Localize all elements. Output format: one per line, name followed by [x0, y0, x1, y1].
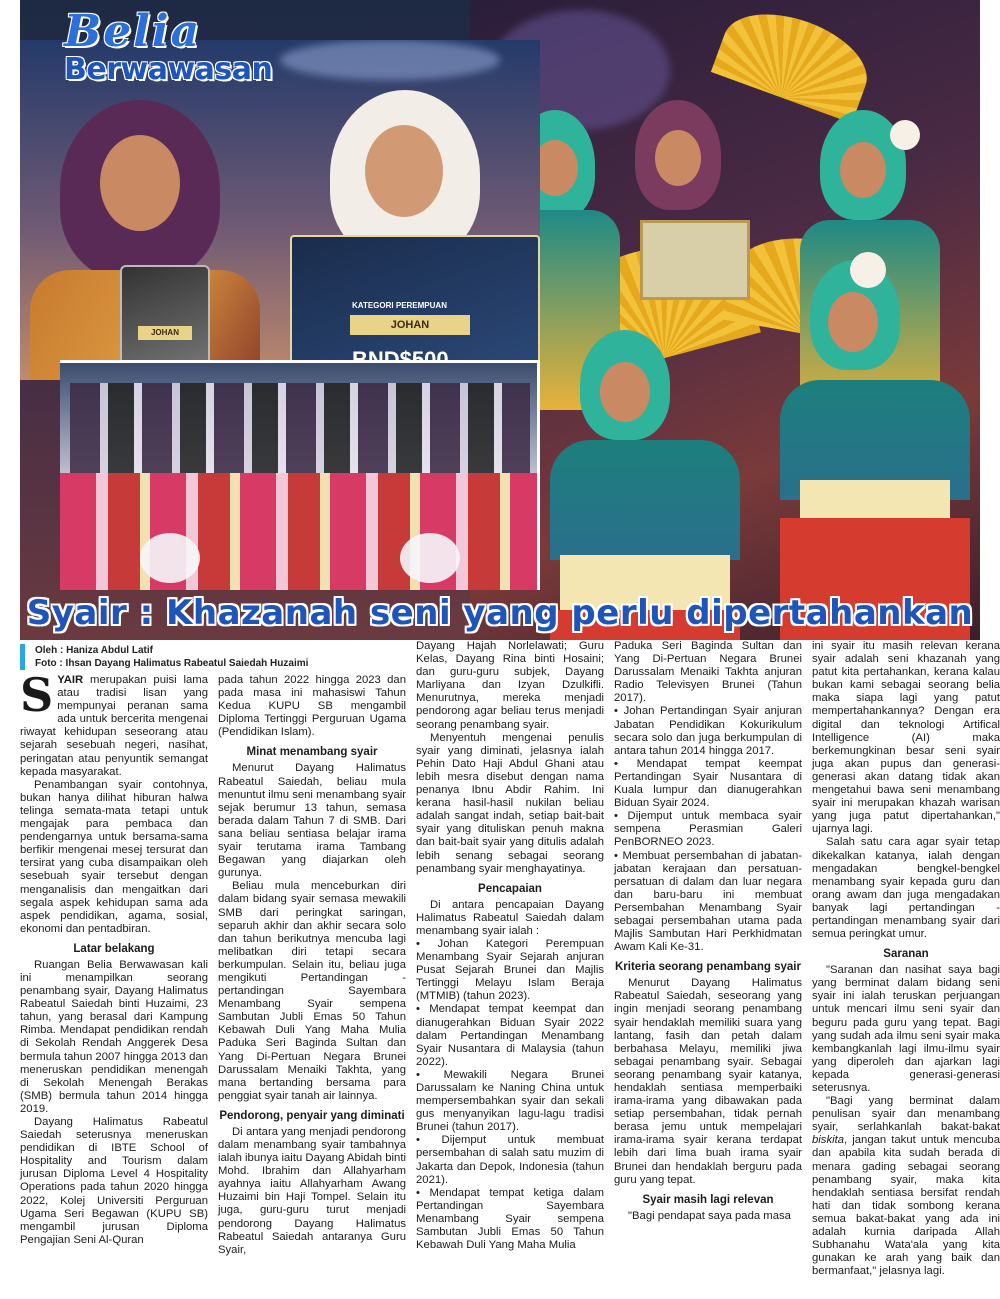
achievement-item: • Mendapat tempat ketiga dalam Pertandingan Sayembara Menambang Syair sempena Sambutan Jubli Emas 50 Tahun Kebawah Duli Yang Maha Mulia [416, 1186, 604, 1252]
achievement-item: • Johan Kategori Perempuan Menambang Syair Sejarah anjuran Pusat Sejarah Brunei dan Majlis Tertinggi Melayu Islam Beraja (MTMIB) (tahun 2023). [416, 937, 604, 1003]
hero-photo-collage [20, 0, 980, 640]
photo-credit: Foto : Ihsan Dayang Halimatus Rabeatul Saiedah Huzaimi [35, 658, 309, 669]
headline: Syair : Khazanah seni yang perlu dipertahankan [26, 593, 974, 633]
achievement-item: • Johan Pertandingan Syair anjuran Jabatan Pendidikan Kokurikulum secara solo dan juga berkumpulan di antara tahun 2014 hingga 2017. [614, 705, 802, 757]
group-photo [60, 360, 540, 590]
paragraph: Menyentuh mengenai penulis syair yang diminati, jelasnya ialah Pehin Dato Haji Abdul Ghani atau lebih mesra disebut dengan nama penanya Ibnu Abdir Rahim. Ini kerana hasil-hasil nukilan beliau adalah sangat indah, setiap bait-bait syair yang dituliskan penuh makna dan bait-bait syair yang ditulis adalah lebih senang sebagai seorang penambang syair menghayatinya. [416, 731, 604, 875]
subheading-pendorong: Pendorong, penyair yang diminati [219, 1109, 405, 1122]
masthead [64, 6, 274, 87]
paragraph: Di antara pencapaian Dayang Halimatus Rabeatul Saiedah dalam menambang syair ialah : [416, 898, 604, 937]
paragraph: Menurut Dayang Halimatus Rabeatul Saiedah, seseorang yang ingin menjadi seorang penambang syair hendaklah memiliki suara yang lantang, fasih dan petah dalam berbahasa Melayu, memiliki jiwa sebagai penambang syair. Sebagai seorang penambang syair katanya, hendaklah sentiasa memperbaiki irama-irama yang dibawakan pada setiap persembahan, tidak pernah berasa jemu untuk mempelajari irama-irama syair kerana terdapat lebih dari lima buah irama syair Brunei dan hendaklah berguru pada guru yang tepat. [614, 977, 802, 1186]
masthead-belia: Belia [64, 6, 202, 57]
prize-label: JOHAN [350, 315, 470, 335]
paragraph: Beliau mula menceburkan diri dalam bidang syair semasa mewakili SMB dari peringkat saringan, separuh akhir dan akhir secara solo dan tahun berikutnya mencuba lagi melibatkan diri tetapi secara berkumpulan. Selain itu, beliau juga mengikuti Pertandingan - pertandingan Sayembara Menambang Syair sempena Sambutan Jubli Emas 50 Tahun Kebawah Duli Yang Maha Mulia Paduka Seri Baginda Sultan dan Yang Di-Pertuan Negara Brunei Darussalam Menaiki Takhta, yang mana bertanding bersama para penggiat syair tanah air lainnya. [218, 880, 406, 1102]
achievement-item: • Mendapat tempat keempat Pertandingan Syair Nusantara di Kuala lumpur dan dianugerahkan Biduan Syair 2024. [614, 757, 802, 810]
masthead-berwawasan: Berwawasan [64, 52, 273, 87]
article-column-2 [218, 674, 406, 1257]
paragraph: Salah satu cara agar syair tetap dikekalkan katanya, ialah dengan mengadakan bengkel-bengkel menambang syair kepada guru dan orang awam dan juga mengadakan banyak lagi pertandingan - pertandingan menambang syair dari semua peringkat umur. [812, 836, 1000, 941]
paragraph: Dayang Halimatus Rabeatul Saiedah seterusnya meneruskan pendidikan di IBTE School of Hospitality and Tourism dalam jurusan Diploma Level 4 Hospitality Operations pada tahun 2020 hingga 2022, Kolej Universiti Perguruan Ugama Seri Begawan (KUPU SB) mengambil jurusan Diploma Pengajian Seni Al-Quran [20, 1116, 208, 1246]
achievement-item: • Mendapat tempat keempat dan dianugerahkan Biduan Syair 2022 dalam Pertandingan Menambang Syair Nusantara di Malaysia (tahun 2022). [416, 1003, 604, 1068]
author-credit: Oleh : Haniza Abdul Latif [35, 645, 153, 656]
paragraph: Di antara yang menjadi pendorong dalam menambang syair tambahnya ialah ibunya iaitu Dayang Abidah binti Mohd. Ibrahim dan Allahyarham ayahnya iaitu Allahyarham Awang Huzaimi bin Haji Tompel. Selain itu juga, guru-guru turut menjadi pendorong Dayang Halimatus Rabeatul Saiedah antaranya Guru Syair, [218, 1125, 406, 1256]
article-column-3 [416, 640, 604, 1252]
subheading-kriteria: Kriteria seorang penambang syair [615, 961, 801, 974]
byline [20, 644, 400, 670]
achievement-item: • Mewakili Negara Brunei Darussalam ke Naning China untuk mempersembahkan syair dan sekali gus menyanyikan lagu-lagu tradisi Brunei (tahun 2017). [416, 1068, 604, 1134]
paragraph: "Bagi pendapat saya pada masa [628, 1209, 791, 1222]
subheading-latar-belakang: Latar belakang [73, 942, 155, 955]
paragraph: Dayang Hajah Norlelawati; Guru Kelas, Dayang Rina binti Hosaini; dan guru-guru subjek, Dayang Marliyana dan Izyan Dzulkifli. Menurutnya, mereka menjadi pendorong agar beliau terus menjadi seorang penambang syair. [416, 640, 604, 731]
subheading-saranan: Saranan [883, 948, 929, 961]
subheading-pencapaian: Pencapaian [478, 882, 542, 895]
paragraph: "Bagi yang berminat dalam penulisan syair dan menambang syair, serlahkanlah bakat-bakat biskita, jangan takut untuk mencuba dan apabila kita sudah berada di menara gading sebagai seorang penambang syair, maka kita hendaklah sentiasa bersifat rendah hati dan tidak sombong kerana semua bakat-bakat yang ada ini adalah kurnia daripada Allah Subhanahu Wata'ala yang kita gunakan ke arah yang baik dan bermanfaat," jelasnya lagi. [812, 1095, 1000, 1278]
paragraph: "Saranan dan nasihat saya bagi yang berminat dalam bidang seni syair ini ialah teruskan perjuangan untuk mencari ilmu seni syair dan beguru pada guru yang tepat. Bagi yang sudah ada ilmu seni syair maka kembangkanlah lagi ilmu-ilmu syair yang diperoleh dan ajarkan lagi kepada generasi-generasi seterusnya. [812, 964, 1000, 1094]
paragraph: ini syair itu masih relevan kerana syair adalah seni khazanah yang patut kita pertahankan, kerana kalau bukan kami sebagai seorang belia maka siapa lagi yang patut mempertahankannya? Dengan era digital dan teknologi Artifical Intelligence (AI) maka berkemungkinan besar seni syair juga akan pupus dan generasi-generasi akan datang tidak akan mengetahui bawa seni menambang syair ini merupakan khazah warisan yang juga patut dipertahankan," ujarnya lagi. [812, 640, 1000, 836]
achievement-item-continued: Paduka Seri Baginda Sultan dan Yang Di-Pertuan Negara Brunei Darussalam Menaiki Takhta anjuran Radio Televisyen Brunei (Tahun 2017). [614, 640, 802, 705]
article-column-4 [614, 640, 802, 1223]
achievement-item: • Dijemput untuk membuat persembahan di salah satu muzim di Jakarta dan Depok, Indonesia (tahun 2021). [416, 1134, 604, 1186]
drop-cap: S [20, 668, 54, 722]
prize-category: KATEGORI PEREMPUAN [352, 301, 447, 310]
article-column-1 [20, 668, 208, 1247]
achievement-item: • Dijemput untuk membaca syair sempena Perasmian Galeri PenBORNEO 2023. [614, 810, 802, 849]
intro-paragraph: SYAIR merupakan puisi lama atau tradisi lisan yang mempunyai peranan sama ada untuk bercerita mengenai riwayat kehidupan seseorang atau sejarah sesebuah negeri, nasihat, peringatan atau penyuntik semangat kepada masyarakat. [20, 668, 208, 778]
achievement-item: • Membuat persembahan di jabatan-jabatan kerajaan dan persatuan-persatuan di dalam dan luar negara dan baru-baru ini membuat Persembahan Menambang Syair sebagai persembahan utama pada Majlis Sambutan Hari Perkhidmatan Awam Kali Ke-31. [614, 849, 802, 954]
paragraph: Penambangan syair contohnya, bukan hanya dilihat hiburan halwa telinga semata-mata tetapi untuk mengajak para pembaca dan pendengarnya untuk bersama-sama berfikir mengenai mesej tersurat dan tersirat yang cuba disampaikan oleh sesebuah syair tersebut dengan menganalisis dan mengaitkan dari segala aspek kehidupan sama ada aspek pendidikan, agama, sosial, ekonomi dan pentadbiran. [20, 778, 208, 935]
subheading-relevan: Syair masih lagi relevan [642, 1193, 774, 1206]
dancers-photo [470, 0, 980, 640]
subheading-minat: Minat menambang syair [246, 746, 378, 759]
paragraph: Menurut Dayang Halimatus Rabeatul Saiedah, beliau mula menuntut ilmu seni menambang syair sejak berumur 13 tahun, semasa berada dalam Tahun 7 di SMB. Dari sana beliau sentiasa belajar irama syair terutama irama Tambang Begawan yang diajarkan oleh gurunya. [218, 762, 406, 880]
paragraph: Ruangan Belia Berwawasan kali ini menampilkan seorang penambang syair, Dayang Halimatus Rabeatul Saiedah binti Huzaimi, 23 tahun, yang berasal dari Kampung Rimba. Mendapat pendidikan rendah di Sekolah Rendah Anggerek Desa bermula tahun 2007 hingga 2013 dan meneruskan pendidikan menengah di Sekolah Menengah Berakas (SMB) bermula tahun 2014 hingga 2019. [20, 958, 208, 1115]
winners-photo: JOHAN [20, 40, 540, 380]
article-column-5 [812, 640, 1000, 1278]
paragraph: pada tahun 2022 hingga 2023 dan pada masa ini mahasiswi Tahun Kedua KUPU SB mengambil Diploma Tertinggi Perguruan Ugama (Pendidikan Islam). [218, 674, 406, 739]
